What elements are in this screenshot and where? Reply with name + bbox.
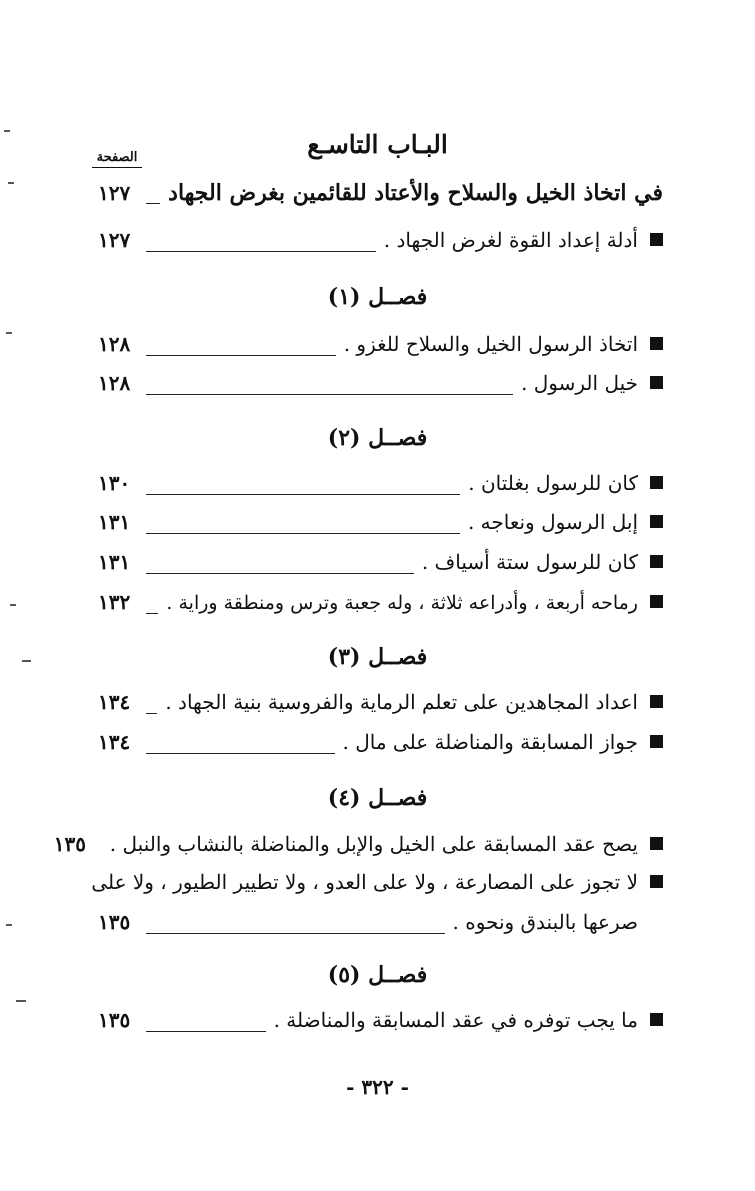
page-number: ١٣٠ (98, 471, 131, 495)
scan-speck (6, 332, 12, 334)
page-number: ١٣٤ (98, 690, 131, 714)
entry-text: رماحه أربعة ، وأدراعه ثلاثة ، وله جعبة وترس ومنطقة وراية . (166, 592, 638, 614)
square-bullet-icon (650, 837, 663, 850)
scan-speck (6, 924, 12, 926)
toc-entry-continuation (98, 910, 663, 944)
entry-text: ما يجب توفره في عقد المسابقة والمناضلة . (273, 1008, 638, 1032)
leader-line (146, 1030, 266, 1032)
page-number: ١٢٧ (98, 228, 131, 252)
toc-entry (98, 228, 663, 262)
toc-entry (98, 1008, 663, 1042)
scan-speck (22, 660, 31, 662)
page-number: ١٢٨ (98, 371, 131, 395)
page-column-label: الصفحة (92, 150, 142, 168)
entry-text-continuation: صرعها بالبندق ونحوه . (452, 910, 638, 934)
toc-entry-first-line (91, 870, 663, 894)
page-number: ١٣٥ (98, 1008, 131, 1032)
entry-text: كان للرسول بغلتان . (468, 471, 638, 495)
entry-text: اعداد المجاهدين على تعلم الرماية والفروسية بنية الجهاد . (165, 690, 638, 714)
entry-text: خيل الرسول . (521, 371, 638, 395)
entry-text: كان للرسول ستة أسياف . (421, 550, 638, 574)
toc-entry (98, 471, 663, 505)
page-folio: - ٣٢٢ - (346, 1075, 409, 1099)
toc-entry (98, 690, 663, 724)
square-bullet-icon (650, 515, 663, 528)
leader-line (146, 532, 460, 534)
toc-entry (53, 832, 663, 866)
toc-entry (98, 510, 663, 544)
entry-text: اتخاذ الرسول الخيل والسلاح للغزو . (343, 332, 638, 356)
leader-line (146, 932, 445, 934)
section-heading: فصــل (٢) (327, 425, 428, 451)
page-number: ١٢٧ (98, 181, 131, 205)
square-bullet-icon (650, 695, 663, 708)
leader-line (146, 250, 376, 252)
square-bullet-icon (650, 735, 663, 748)
scan-speck (10, 604, 16, 606)
entry-text: إبل الرسول ونعاجه . (467, 510, 638, 534)
page-number: ١٣١ (98, 550, 131, 574)
entry-text: لا تجوز على المصارعة ، ولا على العدو ، ولا تطيير الطيور ، ولا على (91, 870, 638, 894)
chapter-subtitle: في اتخاذ الخيل والسلاح والأعتاد للقائمين بغرض الجهاد (168, 180, 663, 206)
square-bullet-icon (650, 233, 663, 246)
square-bullet-icon (650, 875, 663, 888)
square-bullet-icon (650, 595, 663, 608)
page-number: ١٣٤ (98, 730, 131, 754)
section-heading: فصــل (١) (327, 284, 428, 310)
leader-line (146, 572, 414, 574)
toc-entry (98, 590, 663, 624)
scan-speck (4, 130, 10, 132)
scan-speck (8, 182, 14, 184)
chapter-subtitle-row (98, 180, 663, 214)
leader-line (146, 612, 158, 614)
square-bullet-icon (650, 337, 663, 350)
leader-line (146, 354, 336, 356)
leader-line (146, 202, 160, 204)
page-number: ١٣١ (98, 510, 131, 534)
toc-entry (98, 730, 663, 764)
page-number: ١٣٥ (53, 832, 87, 856)
section-heading: فصــل (٥) (327, 962, 428, 988)
square-bullet-icon (650, 476, 663, 489)
leader-line (146, 712, 157, 714)
square-bullet-icon (650, 555, 663, 568)
toc-entry (98, 371, 663, 405)
square-bullet-icon (650, 1013, 663, 1026)
entry-text: يصح عقد المسابقة على الخيل والإبل والمناضلة بالنشاب والنبل . (109, 832, 638, 856)
toc-entry (98, 550, 663, 584)
page-number: ١٢٨ (98, 332, 131, 356)
square-bullet-icon (650, 376, 663, 389)
entry-text: أدلة إعداد القوة لغرض الجهاد . (383, 228, 638, 252)
entry-text: جواز المسابقة والمناضلة على مال . (342, 730, 638, 754)
leader-line (146, 393, 513, 395)
section-heading: فصــل (٣) (327, 644, 428, 670)
chapter-title: البـاب التاسـع (307, 130, 448, 159)
page-number: ١٣٢ (98, 590, 131, 614)
section-heading: فصــل (٤) (327, 785, 428, 811)
toc-entry (98, 332, 663, 366)
page-number: ١٣٥ (98, 910, 131, 934)
scan-speck (16, 1000, 26, 1002)
leader-line (146, 493, 460, 495)
leader-line (146, 752, 335, 754)
